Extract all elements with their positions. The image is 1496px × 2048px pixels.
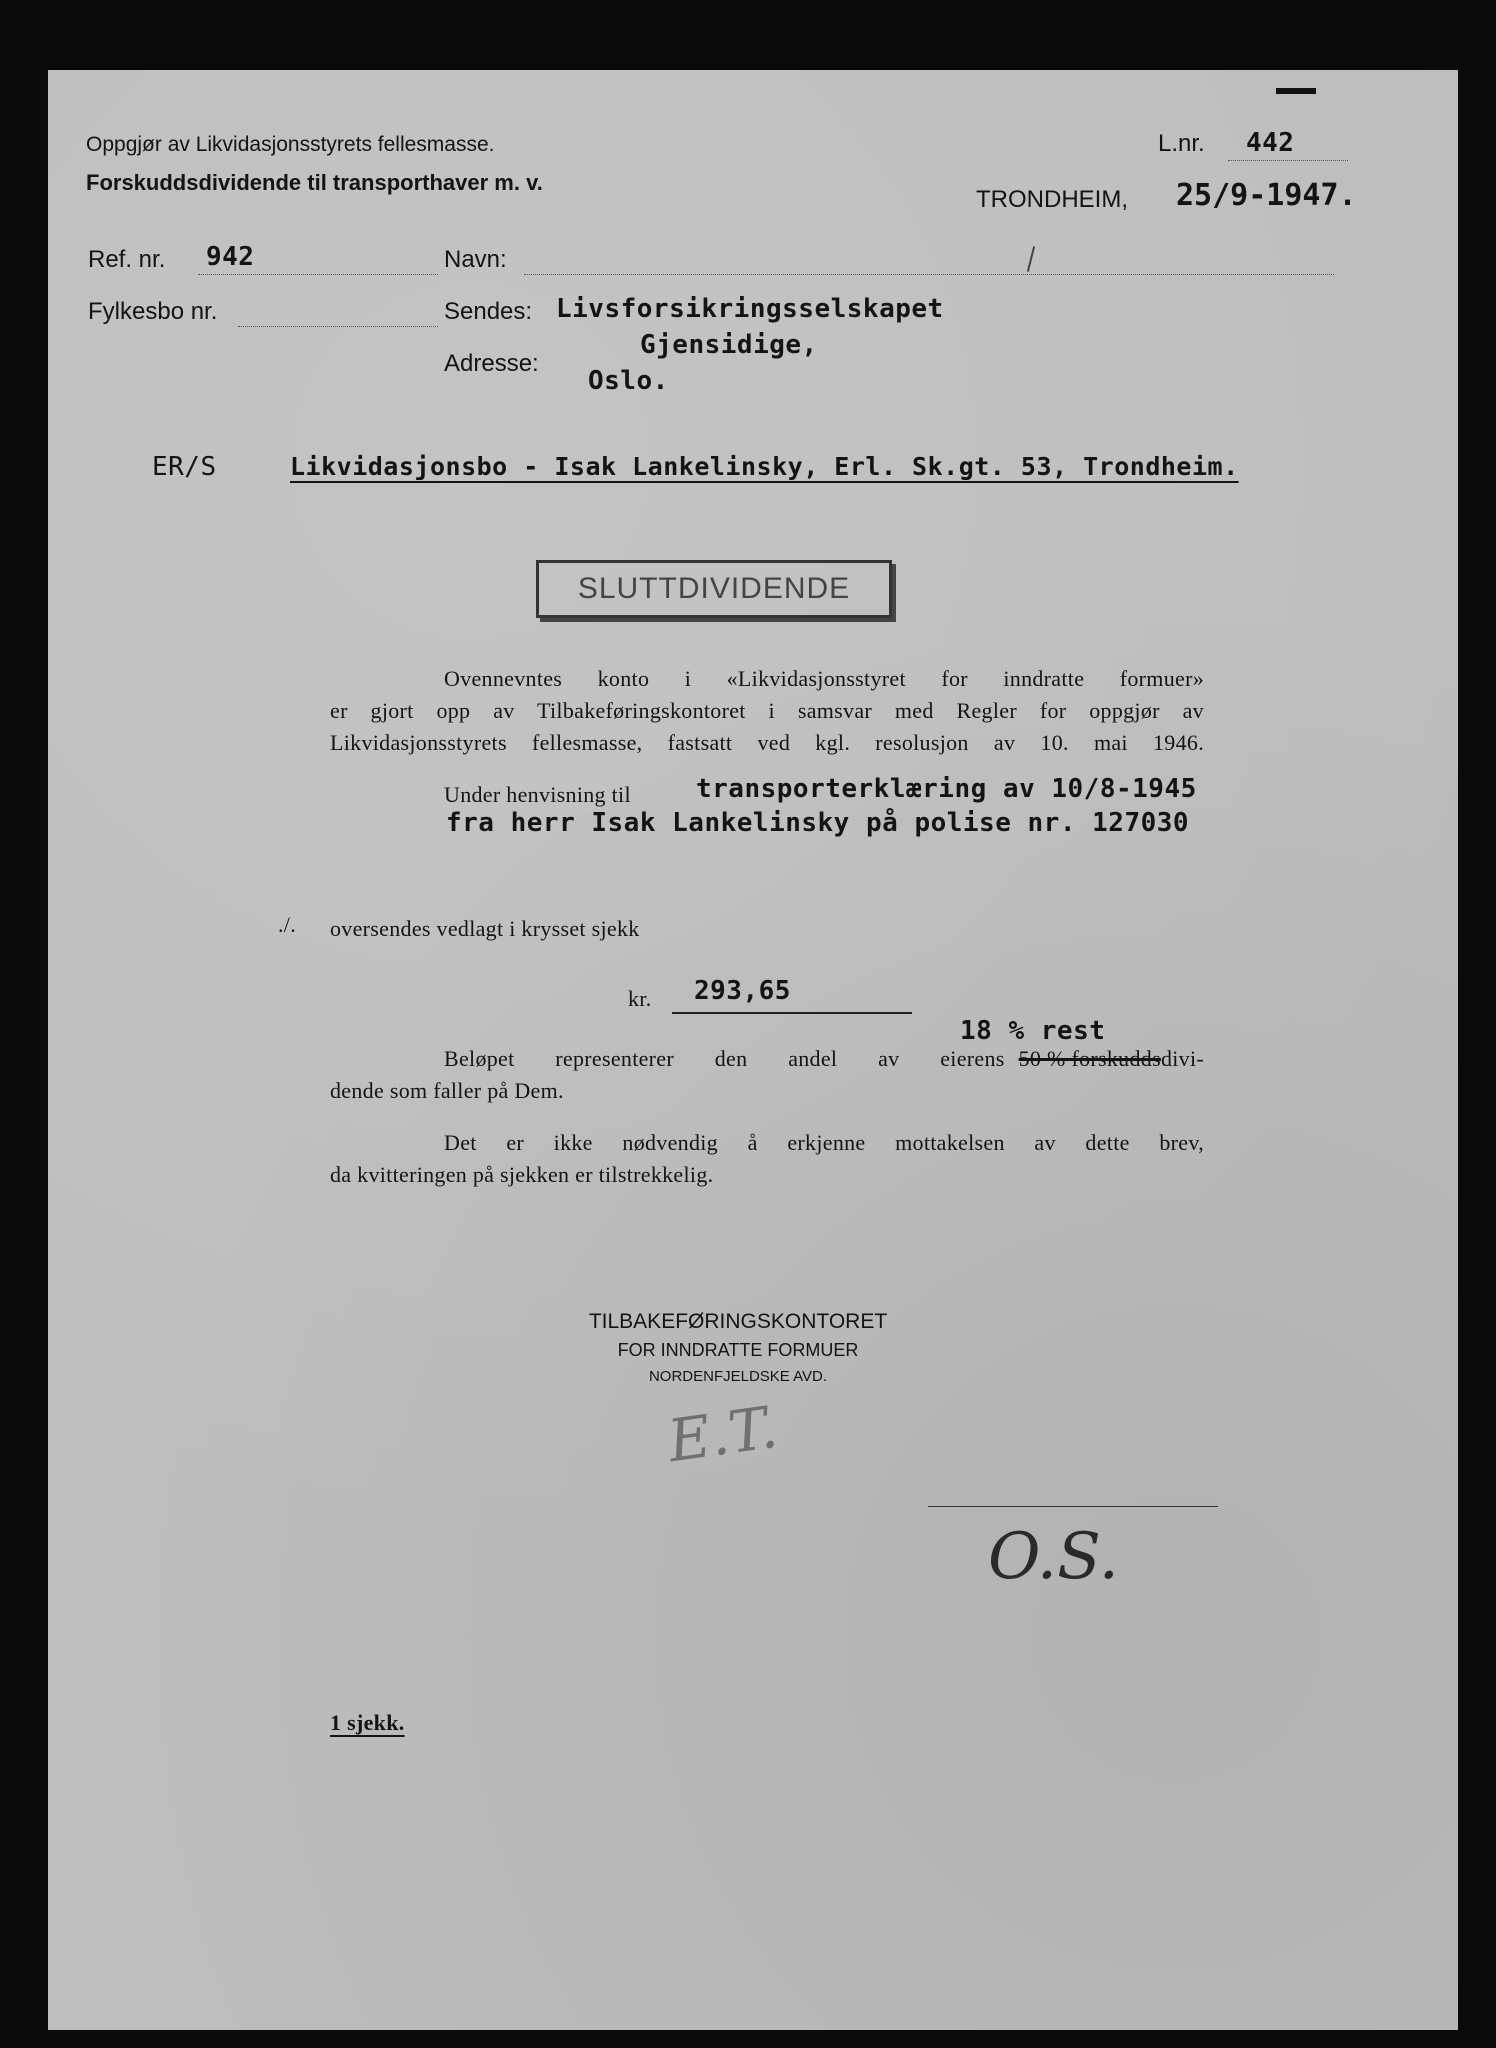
kr-label: kr. (628, 986, 652, 1011)
represent-line-1 (444, 1046, 1204, 1072)
letter-date: 25/9-1947. (1176, 178, 1357, 213)
fylkesbo-dotline (238, 326, 438, 327)
header-line-2: Forskuddsdividende til transporthaver m. v. (86, 170, 543, 195)
adresse-line-1: Gjensidige, (640, 330, 818, 360)
sendes-label: Sendes: (444, 298, 533, 325)
document-page (48, 70, 1458, 2030)
enclosure-mark: ./. (278, 912, 297, 937)
office-name-1: TILBAKEFØRINGSKONTORET (588, 1310, 888, 1333)
city-label: TRONDHEIM, (976, 186, 1128, 213)
ref-value: 942 (206, 242, 255, 272)
paragraph-1-line-2: er gjort opp av Tilbakeføringskontoret i samsvar med Regler for oppgjør av (330, 698, 1204, 723)
navn-label: Navn: (444, 246, 507, 273)
enclosed-text: oversendes vedlagt i krysset sjekk (330, 916, 640, 941)
paragraph-1-line-1: Ovennevntes konto i «Likvidasjonsstyret for inndratte formuer» (444, 666, 1204, 691)
corner-mark (1276, 88, 1316, 94)
reference-typed-1: transporterklæring av 10/8-1945 (696, 774, 1197, 804)
fylkesbo-label: Fylkesbo nr. (88, 298, 218, 325)
represent-end: divi- (1160, 1046, 1204, 1071)
adresse-line-2: Oslo. (588, 366, 669, 396)
ref-label: Ref. nr. (88, 246, 166, 273)
struck-phrase: 50 % forskudds (1018, 1046, 1161, 1071)
adresse-label: Adresse: (444, 350, 539, 377)
represent-line-2: dende som faller på Dem. (330, 1078, 564, 1103)
signature-line (928, 1506, 1218, 1507)
lnr-value: 442 (1246, 128, 1295, 158)
attachment-note: 1 sjekk. (330, 1710, 405, 1735)
handwritten-signature: O.S. (988, 1520, 1119, 1594)
amount-value: 293,65 (694, 976, 791, 1006)
rest-note: 18 % rest (960, 1016, 1106, 1046)
ref-dotline (198, 274, 438, 275)
paragraph-1-line-3: Likvidasjonsstyrets fellesmasse, fastsatt ved kgl. resolusjon av 10. mai 1946. (330, 730, 1204, 755)
navn-tick (1027, 246, 1035, 272)
amount-underline (672, 1012, 912, 1014)
note-line-1: Det er ikke nødvendig å erkjenne mottakelsen av dette brev, (444, 1130, 1204, 1155)
handwritten-initials: E.T. (663, 1392, 782, 1476)
subject-line: Likvidasjonsbo - Isak Lankelinsky, Erl. Sk.gt. 53, Trondheim. (290, 452, 1239, 481)
represent-text: Beløpet representerer den andel av eierens (444, 1046, 1005, 1071)
navn-dotline (524, 274, 1334, 275)
reference-intro: Under henvisning til (444, 782, 631, 807)
office-name-3: NORDENFJELDSKE AVD. (648, 1368, 828, 1385)
sluttdividende-stamp: SLUTTDIVIDENDE (536, 560, 892, 618)
office-name-2: FOR INNDRATTE FORMUER (617, 1340, 859, 1360)
note-line-2: da kvitteringen på sjekken er tilstrekkelig. (330, 1162, 714, 1187)
sendes-value: Livsforsikringsselskapet (556, 294, 944, 324)
reference-typed-2: fra herr Isak Lankelinsky på polise nr. 127030 (446, 808, 1190, 838)
lnr-label: L.nr. (1158, 130, 1205, 157)
subject-initials: ER/S (152, 452, 217, 482)
lnr-dotline (1228, 160, 1348, 161)
header-line-1: Oppgjør av Likvidasjonsstyrets fellesmasse. (86, 133, 495, 156)
